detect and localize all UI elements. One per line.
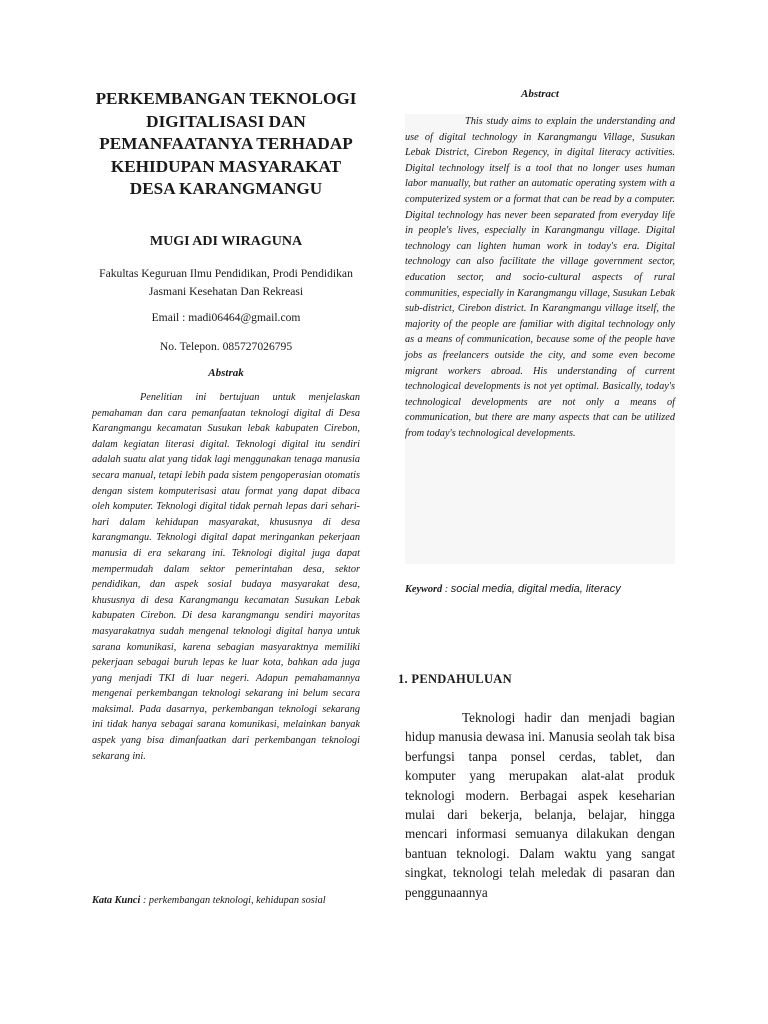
keyword-line <box>405 582 675 597</box>
author-email: Email : madi06464@gmail.com <box>151 311 301 324</box>
kata-kunci-label: Kata Kunci <box>92 895 141 906</box>
abstrak-heading: Abstrak <box>208 367 244 379</box>
keyword-label: Keyword <box>405 584 443 595</box>
paper-title: PERKEMBANGAN TEKNOLOGI DIGITALISASI DAN PEMANFAATANYA TERHADAP KEHIDUPAN MASYARAKAT DESA KARANGMANGU <box>95 89 357 199</box>
keyword-sep: : <box>442 584 451 595</box>
kata-kunci-text: : perkembangan teknologi, kehidupan sosial <box>140 895 326 906</box>
abstrak-text: Penelitian ini bertujuan untuk menjelaskan pemahaman dan cara pemanfaatan teknologi digital di Desa Karangmangu kecamatan Susukan lebak kabupaten Cirebon, dalam kegiatan literasi digital. Teknologi digital itu sendiri adalah suatu alat yang tidak lagi menggunakan tenaga manusia secara manual, tetapi lebih pada sistem pengoperasian otomatis dengan sistem komputerisasi atau format yang dapat dibaca oleh komputer. Teknologi digital tidak pernah lepas dari sehari-hari dalam kehidupan masyarakat, khususnya di desa karangmangu. Teknologi digital dapat meringankan pekerjaan manusia di era sekarang ini. Teknologi digital juga dapat mempermudah dalam sektor pemerintahan desa, sektor pendidikan, dan aspek sosial budaya masyarakat desa, khususnya di desa Karangmangu kecamatan Susukan Lebak kabupaten Cirebon. Di desa karangmangu sendiri mayoritas masyarakatnya sudah mengenal teknologi digital hanya untuk sarana komunikasi, karena sebagian masyaraktnya memiliki pekerjaan sebagai buruh lepas ke luar kota, bahkan ada juga yang menjadi TKI di luar negeri. Adapun pemahamannya mengenai perkembangan teknologi sekarang ini belum secara maksimal. Pada dasarnya, perkembangan teknologi sekarang ini tidak hanya sebagai sarana komunikasi, melainkan banyak aspek yang bisa dimanfaatkan dari perkembangan teknologi sekarang ini. <box>92 392 360 762</box>
author-affiliation: Fakultas Keguruan Ilmu Pendidikan, Prodi Pendidikan Jasmani Kesehatan Dan Rekreasi <box>99 267 353 298</box>
section-heading: 1. PENDAHULUAN <box>398 672 512 686</box>
keyword-text: social media, digital media, literacy <box>450 583 621 595</box>
author-phone: No. Telepon. 085727026795 <box>159 340 293 353</box>
abstract-heading: Abstract <box>521 88 559 100</box>
author-name: MUGI ADI WIRAGUNA <box>149 234 303 249</box>
section-text: Teknologi hadir dan menjadi bagian hidup manusia dewasa ini. Manusia seolah tak bisa berfungsi tanpa ponsel cerdas, tablet, dan komputer yang merupakan alat-alat produk teknologi modern. Berbagai aspek keseharian mulai dari bekerja, belanja, belajar, hingga mencari informasi semuanya dilakukan dengan bantuan teknologi. Dalam waktu yang sangat singkat, teknologi telah meledak di pasaran dan penggunaannya <box>405 710 675 900</box>
kata-kunci <box>92 893 360 908</box>
abstract-text: This study aims to explain the understanding and use of digital technology in Karangmangu Village, Susukan Lebak District, Cirebon Regency, in digital literacy activities. Digital technology itself is a tool that no longer uses human labor manually, but rather an automatic operating system with a computerized system or a format that can be read by a computer. Digital technology has never been separated from everyday life in people's lives, especially in Karangmangu village. Digital technology can lighten human work in today's era. Digital technology can also facilitate the village government sector, education sector, and socio-cultural aspects of rural communities, especially in Karangmangu village, Susukan Lebak sub-district, Cirebon district. In Karangmangu village itself, the majority of the people are familiar with digital technology only as a means of communication, because some of the people have jobs as freelancers outside the city, and some even become migrant workers abroad. His understanding of current technological developments is not yet optimal. Basically, today's technological developments are not only a means of communication, but there are many aspects that can be utilized from today's technological developments. <box>405 116 675 439</box>
